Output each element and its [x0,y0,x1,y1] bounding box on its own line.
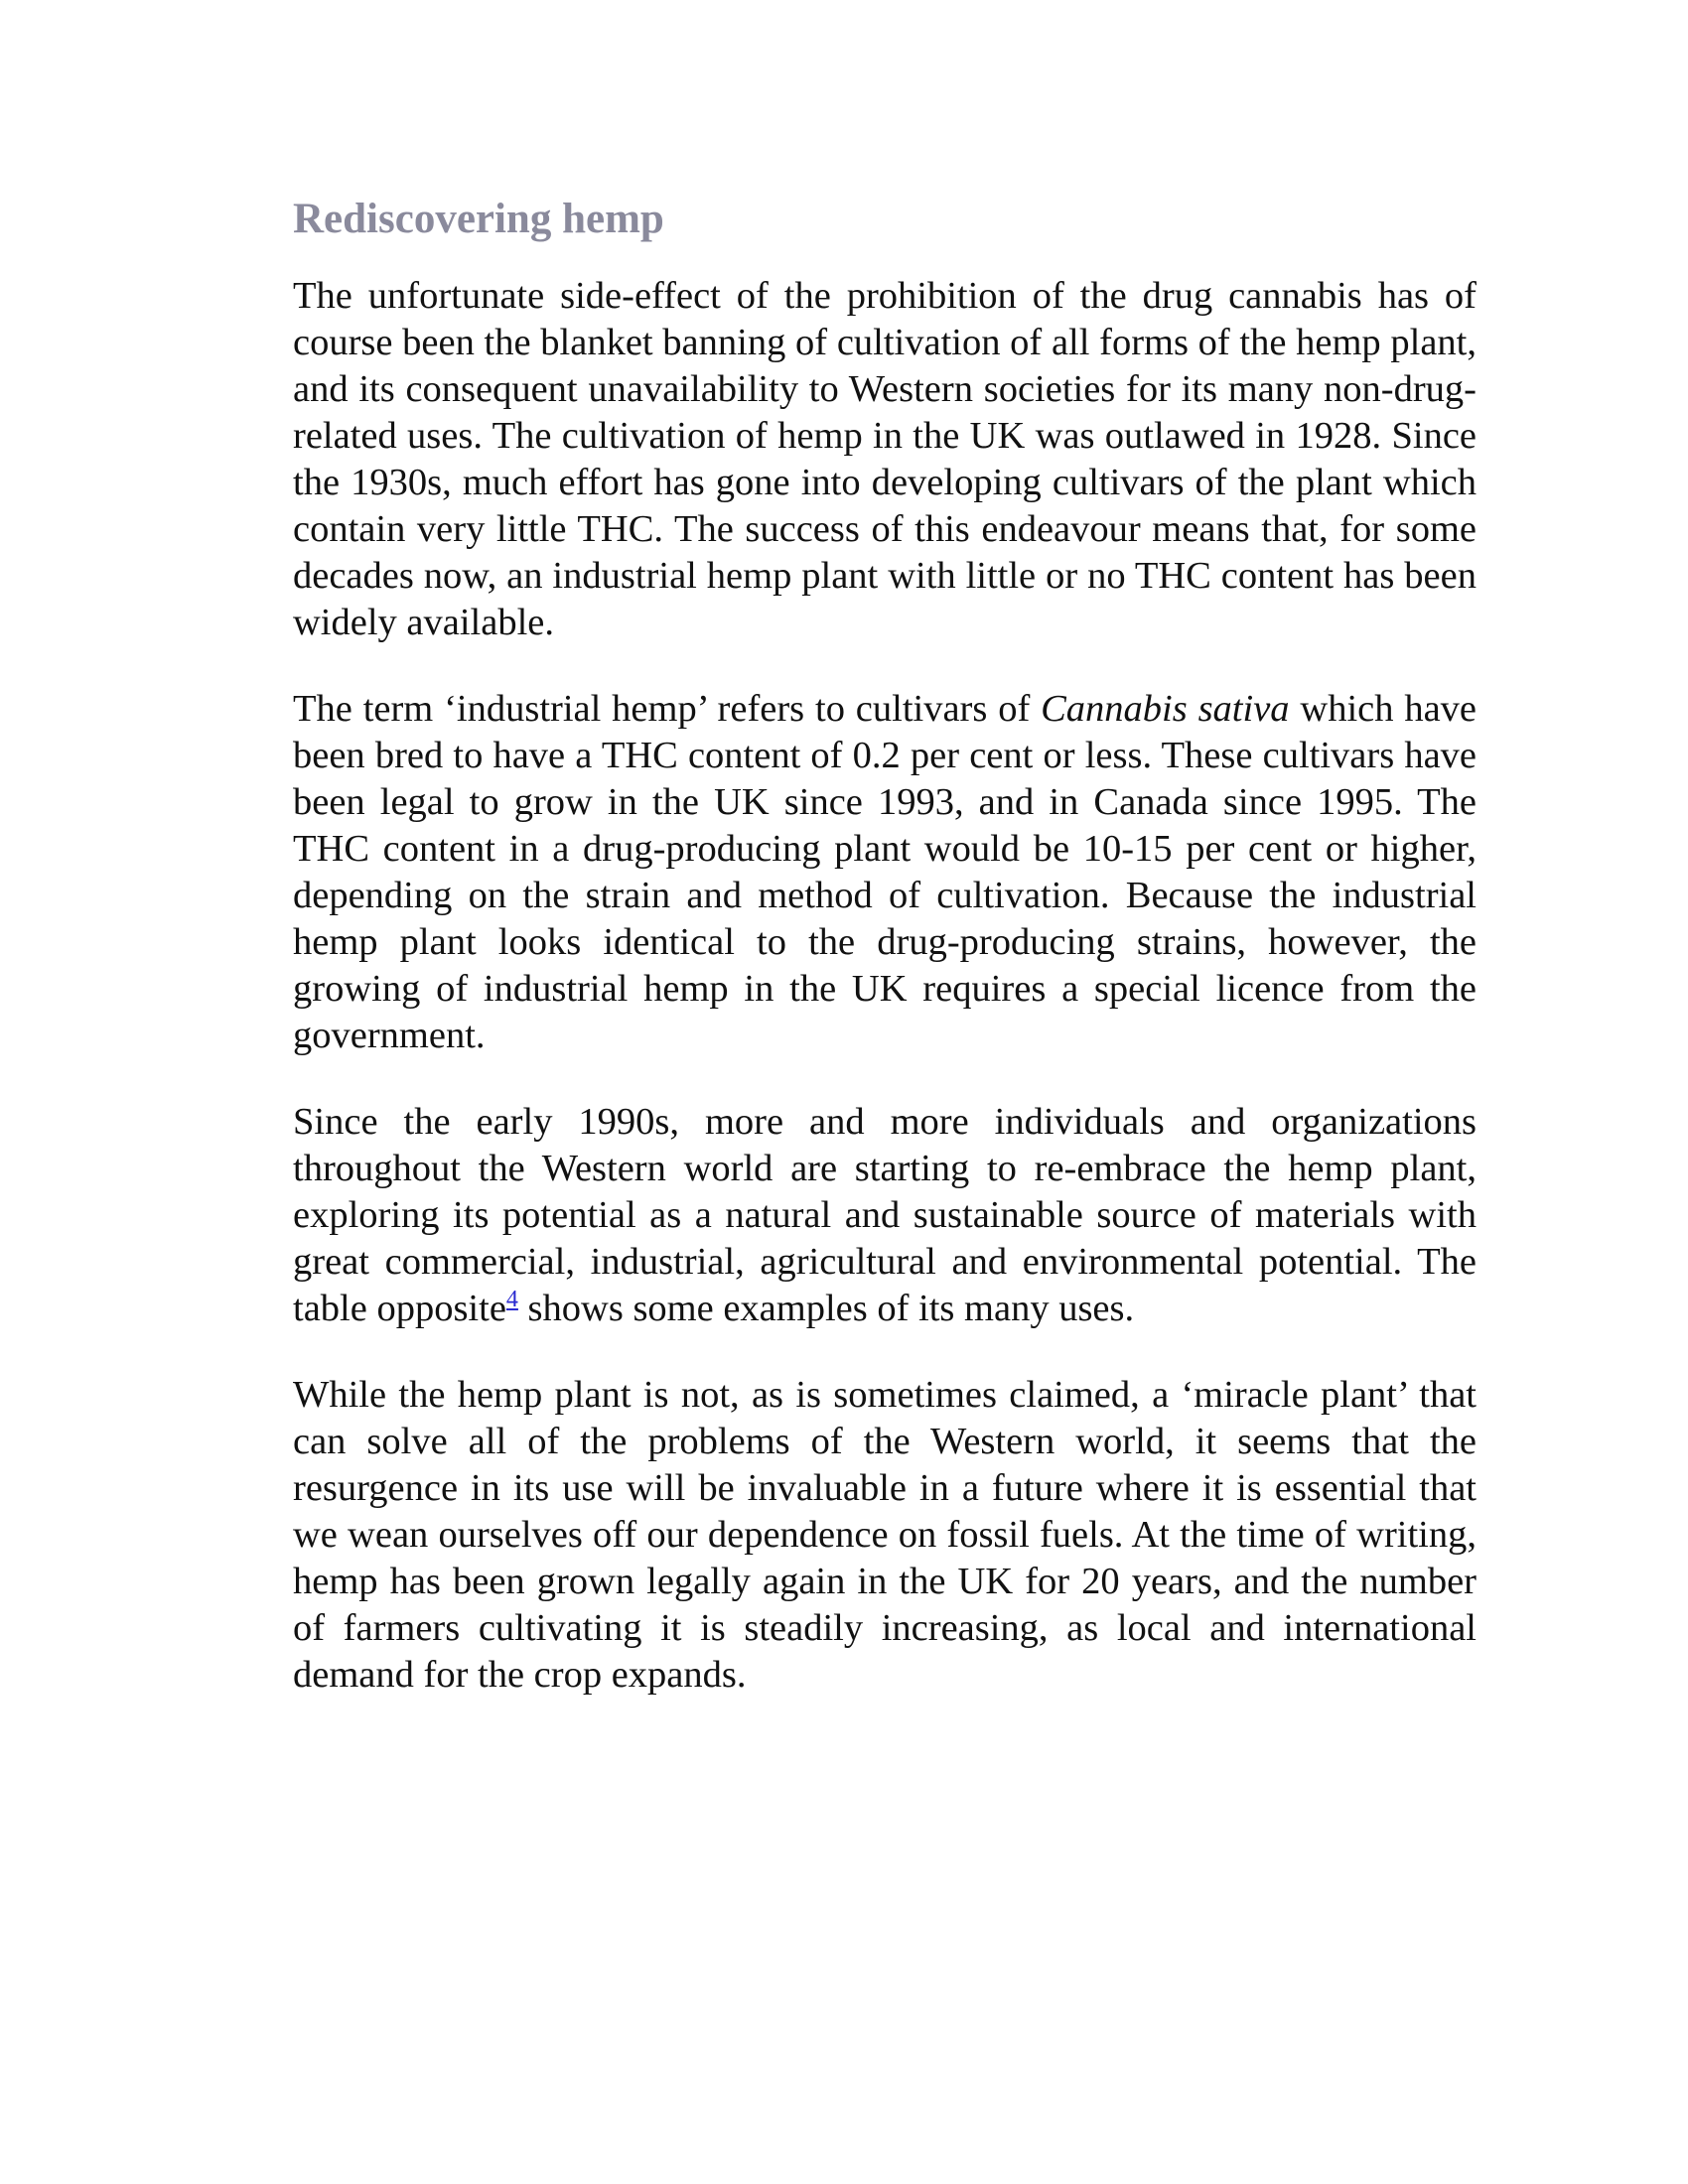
paragraph-1: The unfortunate side-effect of the prohibition of the drug cannabis has of course been the blanket banning of cultivation of all forms of the hemp plant, and its consequent unavailability to Western societies for its many non-drug-related uses. The cultivation of hemp in the UK was outlawed in 1928. Since the 1930s, much effort has gone into developing cultivars of the plant which contain very little THC. The success of this endeavour means that, for some decades now, an industrial hemp plant with little or no THC content has been widely available. [293,274,1477,643]
paragraph-2 [293,686,1477,1059]
section-heading: Rediscovering hemp [293,196,664,242]
paragraph-3-text-start: Since the early 1990s, more and more individuals and organizations throughout the Western world are starting to re-embrace the hemp plant, exploring its potential as a natural and sustainable source of materials with great commercial, industrial, agricultural and environmental potential. The table opposite [293,1100,1477,1329]
paragraph-3 [293,1099,1477,1332]
footnote-link[interactable]: 4 [505,1286,518,1312]
document-page [293,194,1477,1738]
paragraph-2-text-end: which have been bred to have a THC content of 0.2 per cent or less. These cultivars have been legal to grow in the UK since 1993, and in Canada since 1995. The THC content in a drug-producing plant would be 10-15 per cent or higher, depending on the strain and method of cultivation. Because the industrial hemp plant looks identical to the drug-producing strains, however, the growing of industrial hemp in the UK requires a special licence from the government. [293,687,1477,1056]
paragraph-2-text-start: The term ‘industrial hemp’ refers to cultivars of [293,687,1042,730]
paragraph-4: While the hemp plant is not, as is sometimes claimed, a ‘miracle plant’ that can solve all of the problems of the Western world, it seems that the resurgence in its use will be invaluable in a future where it is essential that we wean ourselves off our dependence on fossil fuels. At the time of writing, hemp has been grown legally again in the UK for 20 years, and the number of farmers cultivating it is steadily increasing, as local and international demand for the crop expands. [293,1373,1477,1696]
paragraph-3-text-end: shows some examples of its many uses. [517,1287,1135,1329]
species-name: Cannabis sativa [1041,687,1290,730]
